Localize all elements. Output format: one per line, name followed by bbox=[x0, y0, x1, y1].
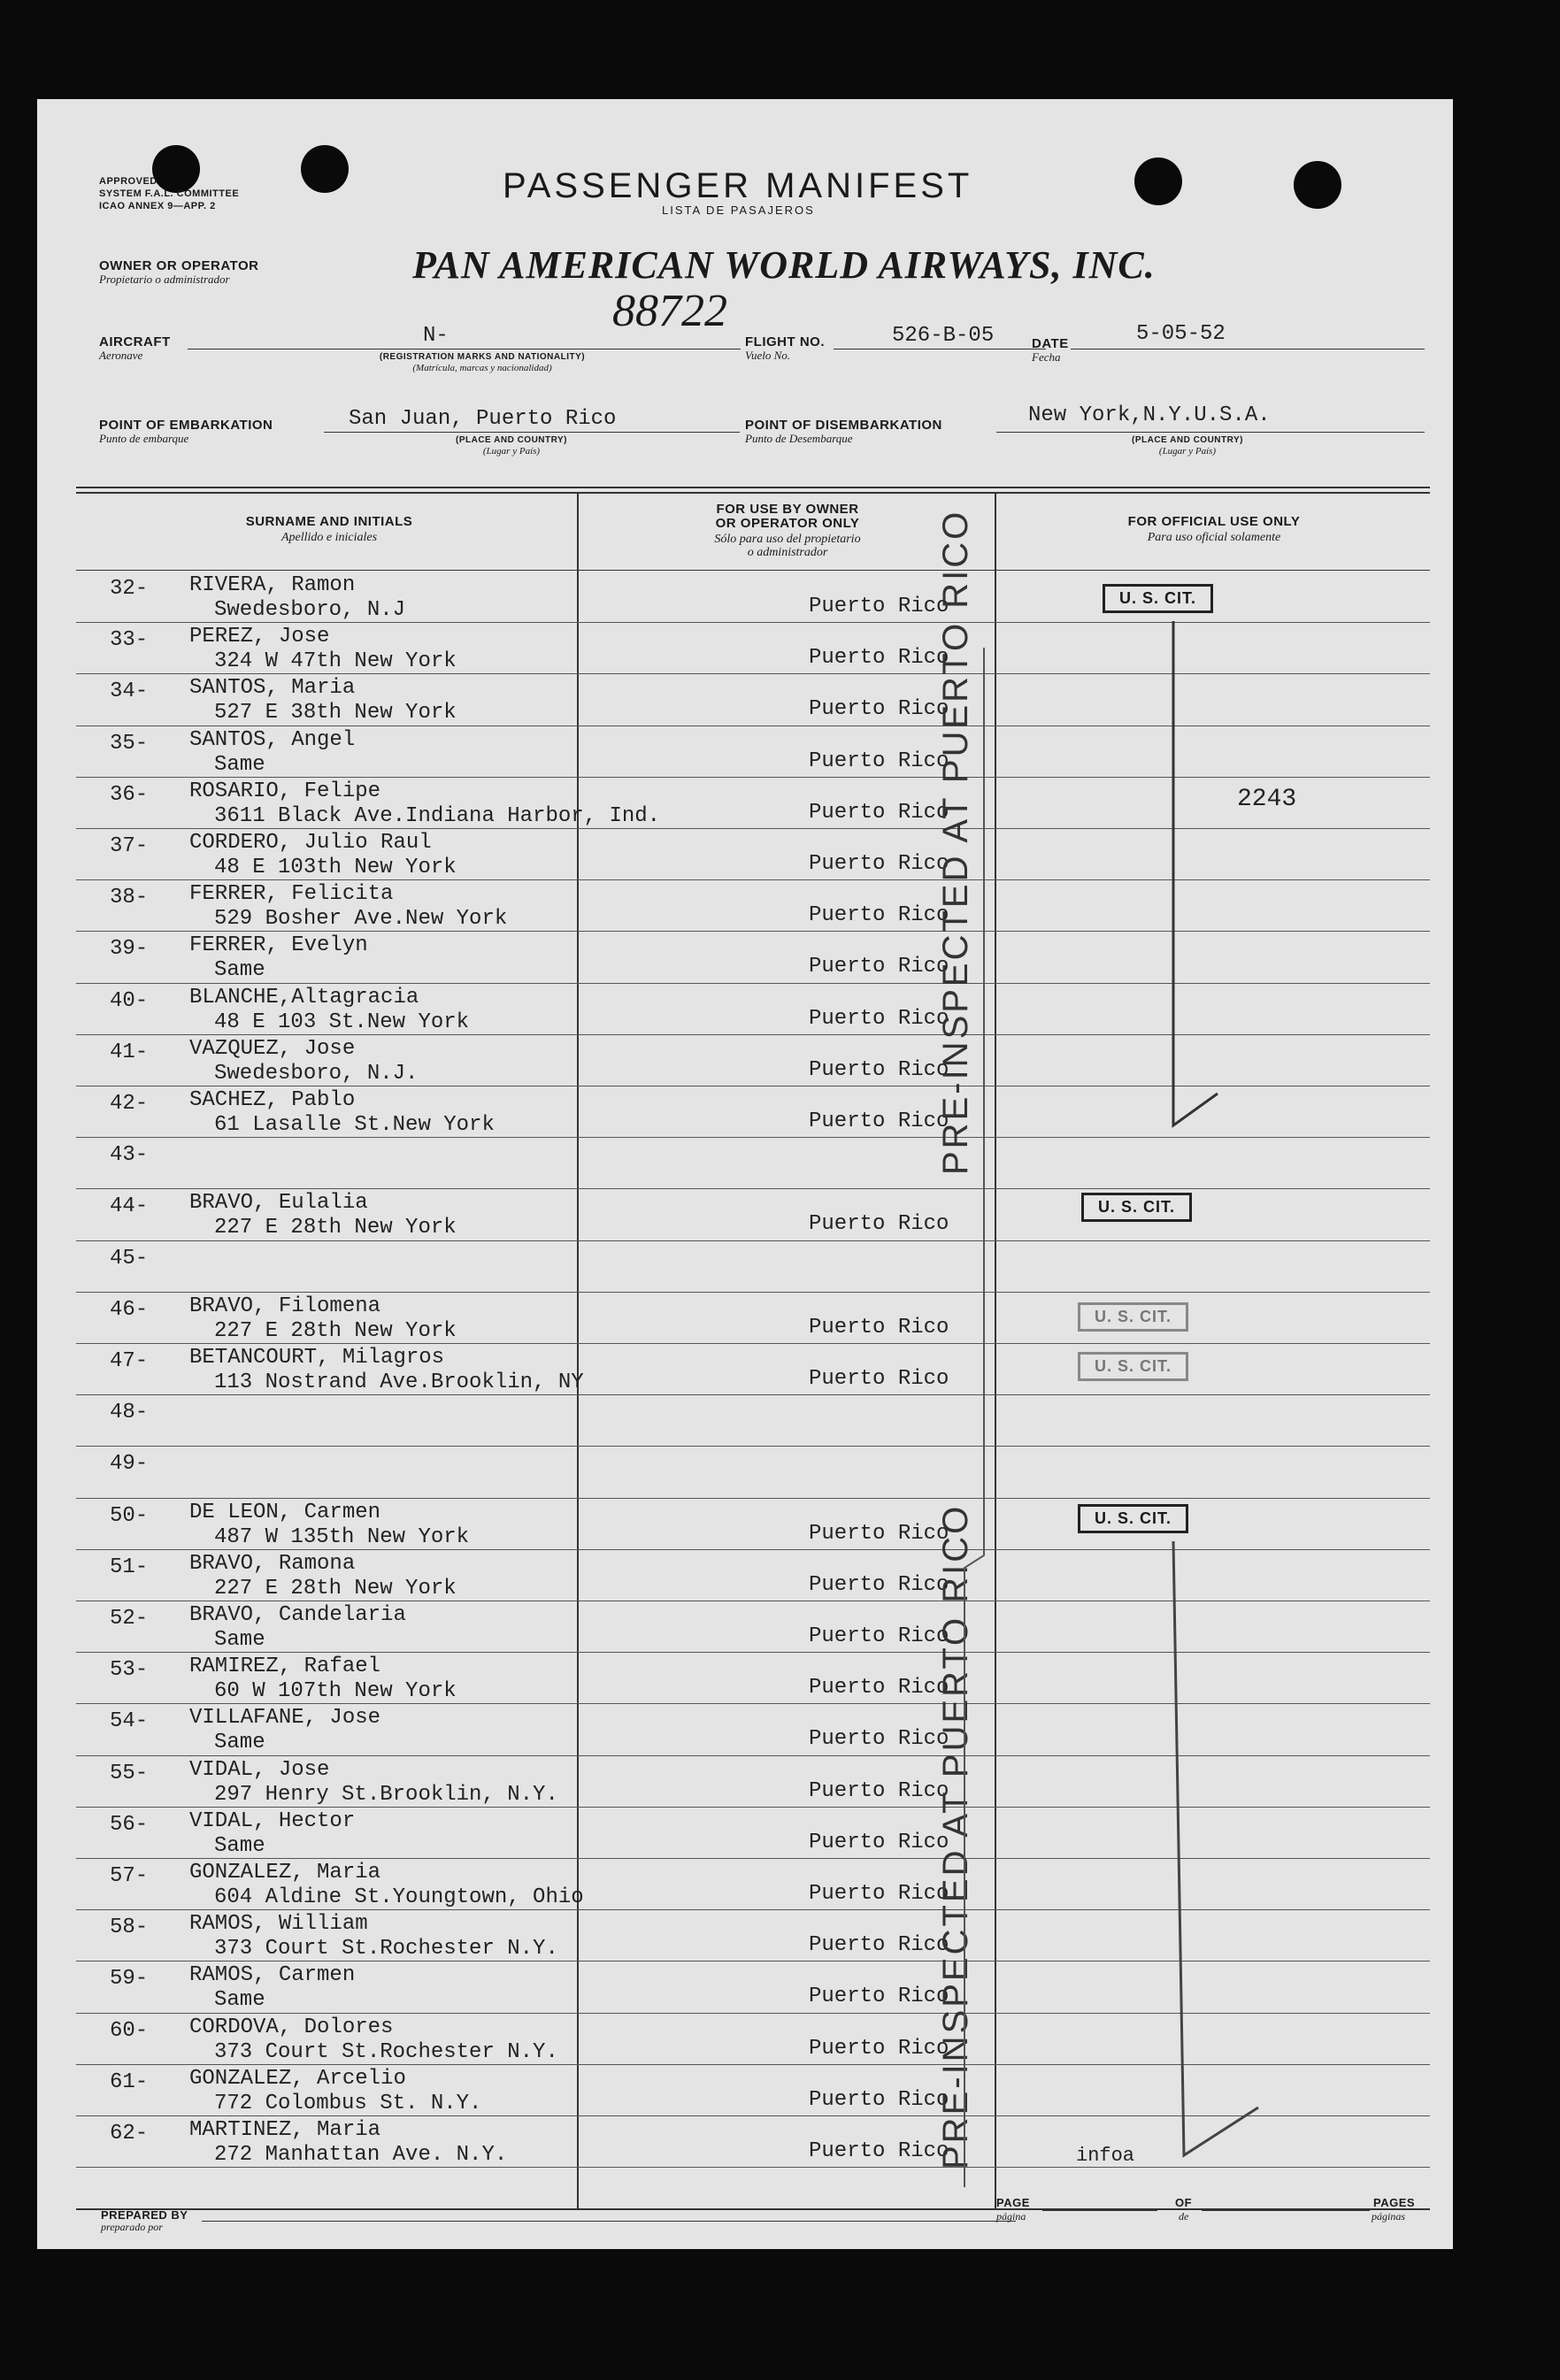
row-number: 44- bbox=[110, 1194, 149, 1219]
passenger-name: BRAVO, Candelaria bbox=[189, 1603, 406, 1627]
passenger-name: PEREZ, Jose bbox=[189, 625, 330, 649]
aircraft-label: AIRCRAFT bbox=[99, 334, 171, 349]
passenger-name: MARTINEZ, Maria bbox=[189, 2118, 381, 2142]
origin-value: Puerto Rico bbox=[809, 1778, 949, 1803]
embarkation-place-note: (PLACE AND COUNTRY) bbox=[456, 435, 567, 445]
disembarkation-label: POINT OF DISEMBARKATION bbox=[745, 418, 942, 433]
origin-value: Puerto Rico bbox=[809, 1624, 949, 1648]
passenger-address: 604 Aldine St.Youngtown, Ohio bbox=[214, 1885, 584, 1909]
passenger-address: 61 Lasalle St.New York bbox=[214, 1113, 495, 1137]
row-number: 58- bbox=[110, 1916, 149, 1940]
passenger-name: GONZALEZ, Arcelio bbox=[189, 2066, 406, 2091]
flight-label-es: Vuelo No. bbox=[745, 349, 791, 362]
passenger-name: VAZQUEZ, Jose bbox=[189, 1036, 356, 1061]
row-number: 46- bbox=[110, 1297, 149, 1322]
date-label-es: Fecha bbox=[1032, 350, 1061, 364]
bracket-line bbox=[964, 648, 984, 2187]
passenger-name: RAMOS, Carmen bbox=[189, 1963, 356, 1988]
origin-value: Puerto Rico bbox=[809, 852, 949, 876]
passenger-address: 772 Colombus St. N.Y. bbox=[214, 2091, 482, 2115]
pre-inspected-stamp: PRE-INSPECTED AT PUERTO RICO bbox=[936, 1503, 975, 2169]
origin-value: Puerto Rico bbox=[809, 955, 949, 979]
origin-value: Puerto Rico bbox=[809, 749, 949, 773]
row-number: 51- bbox=[110, 1555, 149, 1579]
prepared-by-line bbox=[202, 2221, 1016, 2222]
passenger-name: DE LEON, Carmen bbox=[189, 1500, 381, 1524]
passenger-name: SANTOS, Maria bbox=[189, 676, 356, 701]
passenger-address: 373 Court St.Rochester N.Y. bbox=[214, 2039, 558, 2064]
row-number: 57- bbox=[110, 1864, 149, 1888]
row-number: 53- bbox=[110, 1658, 149, 1683]
origin-value: Puerto Rico bbox=[809, 903, 949, 928]
row-number: 56- bbox=[110, 1812, 149, 1837]
row-number: 38- bbox=[110, 886, 149, 910]
pages-label: PAGES bbox=[1373, 2196, 1416, 2209]
passenger-address: 60 W 107th New York bbox=[214, 1679, 457, 1704]
row-number: 40- bbox=[110, 988, 149, 1013]
passenger-address: 113 Nostrand Ave.Brooklin, NY bbox=[214, 1370, 584, 1394]
handwritten-number: 88722 bbox=[612, 286, 727, 336]
row-number: 43- bbox=[110, 1143, 149, 1168]
origin-value: Puerto Rico bbox=[809, 1521, 949, 1546]
origin-value: Puerto Rico bbox=[809, 1830, 949, 1854]
passenger-address: 48 E 103th New York bbox=[214, 856, 457, 879]
disembarkation-place-note-es: (Lugar y País) bbox=[1158, 446, 1217, 457]
passenger-name: FERRER, Evelyn bbox=[189, 933, 368, 958]
row-number: 35- bbox=[110, 731, 149, 756]
origin-value: Puerto Rico bbox=[809, 1933, 949, 1958]
passenger-name: BRAVO, Eulalia bbox=[189, 1191, 368, 1216]
airline-name: PAN AMERICAN WORLD AIRWAYS, INC. bbox=[412, 243, 1156, 287]
origin-value: Puerto Rico bbox=[809, 2087, 949, 2112]
us-citizen-stamp: U. S. CIT. bbox=[1078, 1504, 1188, 1533]
origin-value: Puerto Rico bbox=[809, 697, 949, 722]
owner-use-column-header: FOR USE BY OWNER OR OPERATOR ONLY bbox=[715, 502, 860, 531]
row-number: 59- bbox=[110, 1967, 149, 1992]
origin-value: Puerto Rico bbox=[809, 1367, 949, 1391]
passenger-address: Swedesboro, N.J bbox=[214, 598, 406, 622]
passenger-address: Swedesboro, N.J. bbox=[214, 1061, 419, 1086]
passenger-name: CORDOVA, Dolores bbox=[189, 2015, 394, 2039]
flight-value: 526-B-05 bbox=[892, 324, 995, 348]
page-line bbox=[1042, 2210, 1157, 2211]
disembarkation-value: New York,N.Y.U.S.A. bbox=[1028, 403, 1271, 427]
embarkation-label-es: Punto de embarque bbox=[99, 432, 189, 445]
embarkation-label: POINT OF EMBARKATION bbox=[99, 418, 273, 433]
origin-value: Puerto Rico bbox=[809, 1882, 949, 1906]
origin-value: Puerto Rico bbox=[809, 1676, 949, 1701]
flight-label: FLIGHT NO. bbox=[745, 334, 825, 349]
passenger-name: RAMIREZ, Rafael bbox=[189, 1654, 381, 1679]
check-mark-lines bbox=[37, 99, 1453, 2249]
row-number: 34- bbox=[110, 679, 149, 704]
passenger-name: SANTOS, Angel bbox=[189, 727, 356, 752]
aircraft-label-es: Aeronave bbox=[99, 349, 143, 362]
origin-value: Puerto Rico bbox=[809, 1212, 949, 1237]
passenger-name: BRAVO, Ramona bbox=[189, 1551, 356, 1576]
page-label: PAGE bbox=[996, 2196, 1030, 2209]
row-number: 62- bbox=[110, 2122, 149, 2146]
passenger-address: 48 E 103 St.New York bbox=[214, 1010, 470, 1034]
surname-column-header-es: Apellido e iniciales bbox=[280, 531, 378, 544]
date-label: DATE bbox=[1032, 336, 1069, 351]
embarkation-value: San Juan, Puerto Rico bbox=[349, 407, 617, 431]
passenger-name: GONZALEZ, Maria bbox=[189, 1861, 381, 1885]
origin-value: Puerto Rico bbox=[809, 2139, 949, 2163]
row-number: 45- bbox=[110, 1246, 149, 1271]
origin-value: Puerto Rico bbox=[809, 1985, 949, 2009]
registration-note: (REGISTRATION MARKS AND NATIONALITY) bbox=[379, 352, 586, 362]
row-number: 61- bbox=[110, 2069, 149, 2094]
prepared-by-label: PREPARED BY bbox=[101, 2208, 188, 2222]
passenger-name: SACHEZ, Pablo bbox=[189, 1088, 356, 1112]
prepared-by-label-es: preparado por bbox=[101, 2221, 163, 2233]
passenger-address: 324 W 47th New York bbox=[214, 649, 457, 674]
disembarkation-label-es: Punto de Desembarque bbox=[745, 432, 853, 445]
row-number: 37- bbox=[110, 834, 149, 858]
check-mark bbox=[1173, 1541, 1258, 2155]
row-number: 60- bbox=[110, 2018, 149, 2043]
row-number: 41- bbox=[110, 1040, 149, 1064]
owner-use-column-header-es: Sólo para uso del propietario o administrador bbox=[714, 533, 861, 559]
passenger-address: 3611 Black Ave.Indiana Harbor, Ind. bbox=[214, 803, 661, 828]
row-number: 36- bbox=[110, 782, 149, 807]
us-citizen-stamp: U. S. CIT. bbox=[1078, 1352, 1188, 1381]
origin-value: Puerto Rico bbox=[809, 1057, 949, 1082]
passenger-address: 227 E 28th New York bbox=[214, 1318, 457, 1343]
us-citizen-stamp: U. S. CIT. bbox=[1081, 1193, 1192, 1222]
owner-label-es: Propietario o administrador bbox=[99, 273, 230, 286]
origin-value: Puerto Rico bbox=[809, 1006, 949, 1031]
row-number: 54- bbox=[110, 1709, 149, 1734]
registration-note-es: (Matrícula, marcas y nacionalidad) bbox=[412, 363, 552, 373]
pre-inspected-stamp: PRE-INSPECTED AT PUERTO RICO bbox=[936, 509, 975, 1175]
passenger-name: VIDAL, Jose bbox=[189, 1757, 330, 1782]
row-number: 49- bbox=[110, 1452, 149, 1477]
passenger-name: BETANCOURT, Milagros bbox=[189, 1346, 445, 1370]
row-number: 39- bbox=[110, 937, 149, 962]
passenger-name: VILLAFANE, Jose bbox=[189, 1706, 381, 1731]
passenger-address: Same bbox=[214, 1988, 265, 2013]
passenger-address: 527 E 38th New York bbox=[214, 701, 457, 726]
passenger-address: 297 Henry St.Brooklin, N.Y. bbox=[214, 1782, 558, 1807]
passenger-address: Same bbox=[214, 958, 265, 983]
of-label: OF bbox=[1175, 2196, 1193, 2209]
manifest-sheet bbox=[37, 99, 1453, 2249]
passenger-name: VIDAL, Hector bbox=[189, 1808, 356, 1833]
origin-value: Puerto Rico bbox=[809, 1109, 949, 1133]
origin-value: Puerto Rico bbox=[809, 1572, 949, 1597]
passenger-address: Same bbox=[214, 752, 265, 777]
passenger-address: 529 Bosher Ave.New York bbox=[214, 907, 508, 932]
passenger-address: Same bbox=[214, 1731, 265, 1755]
pages-label-es: páginas bbox=[1372, 2210, 1406, 2223]
embarkation-place-note-es: (Lugar y País) bbox=[482, 446, 541, 457]
passenger-name: RIVERA, Ramon bbox=[189, 573, 356, 597]
official-use-column-header-es: Para uso oficial solamente bbox=[1147, 531, 1281, 544]
official-note: infoa bbox=[1076, 2145, 1135, 2167]
row-number: 32- bbox=[110, 577, 149, 601]
row-number: 52- bbox=[110, 1607, 149, 1631]
origin-value: Puerto Rico bbox=[809, 595, 949, 618]
row-number: 48- bbox=[110, 1401, 149, 1425]
aircraft-value: N- bbox=[423, 324, 449, 348]
origin-value: Puerto Rico bbox=[809, 646, 949, 671]
passenger-address: 227 E 28th New York bbox=[214, 1216, 457, 1240]
row-number: 42- bbox=[110, 1092, 149, 1116]
passenger-name: RAMOS, William bbox=[189, 1912, 368, 1937]
passenger-address: 487 W 135th New York bbox=[214, 1524, 470, 1549]
disembarkation-place-note: (PLACE AND COUNTRY) bbox=[1132, 435, 1243, 445]
of-label-es: de bbox=[1179, 2210, 1189, 2223]
passenger-name: BRAVO, Filomena bbox=[189, 1294, 381, 1318]
surname-column-header: SURNAME AND INITIALS bbox=[245, 514, 413, 529]
origin-value: Puerto Rico bbox=[809, 1727, 949, 1752]
passenger-name: BLANCHE,Altagracia bbox=[189, 985, 419, 1010]
of-line bbox=[1202, 2210, 1370, 2211]
passenger-address: Same bbox=[214, 1628, 265, 1652]
passenger-name: ROSARIO, Felipe bbox=[189, 779, 381, 803]
row-number: 55- bbox=[110, 1761, 149, 1785]
us-citizen-stamp: U. S. CIT. bbox=[1078, 1302, 1188, 1332]
row-number: 47- bbox=[110, 1349, 149, 1373]
row-number: 50- bbox=[110, 1503, 149, 1528]
us-citizen-stamp: U. S. CIT. bbox=[1103, 584, 1213, 613]
official-number: 2243 bbox=[1237, 786, 1297, 813]
origin-value: Puerto Rico bbox=[809, 1315, 949, 1340]
row-number: 33- bbox=[110, 628, 149, 653]
origin-value: Puerto Rico bbox=[809, 2036, 949, 2061]
approval-note: APPROVED SYSTEM F.A.L. COMMITTEE ICAO ANNEX 9—APP. 2 bbox=[99, 176, 240, 211]
owner-label: OWNER OR OPERATOR bbox=[99, 258, 259, 273]
date-value: 5-05-52 bbox=[1136, 322, 1226, 346]
passenger-address: 373 Court St.Rochester N.Y. bbox=[214, 1937, 558, 1962]
passenger-address: Same bbox=[214, 1833, 265, 1858]
check-mark bbox=[1173, 621, 1218, 1125]
passenger-name: FERRER, Felicita bbox=[189, 882, 394, 907]
origin-value: Puerto Rico bbox=[809, 800, 949, 825]
page-subtitle: LISTA DE PASAJEROS bbox=[662, 203, 815, 217]
page-label-es: página bbox=[996, 2210, 1026, 2223]
passenger-address: 272 Manhattan Ave. N.Y. bbox=[214, 2143, 508, 2167]
page-title: PASSENGER MANIFEST bbox=[503, 166, 973, 205]
passenger-name: CORDERO, Julio Raul bbox=[189, 831, 432, 855]
official-use-column-header: FOR OFFICIAL USE ONLY bbox=[1127, 514, 1301, 529]
passenger-address: 227 E 28th New York bbox=[214, 1576, 457, 1601]
